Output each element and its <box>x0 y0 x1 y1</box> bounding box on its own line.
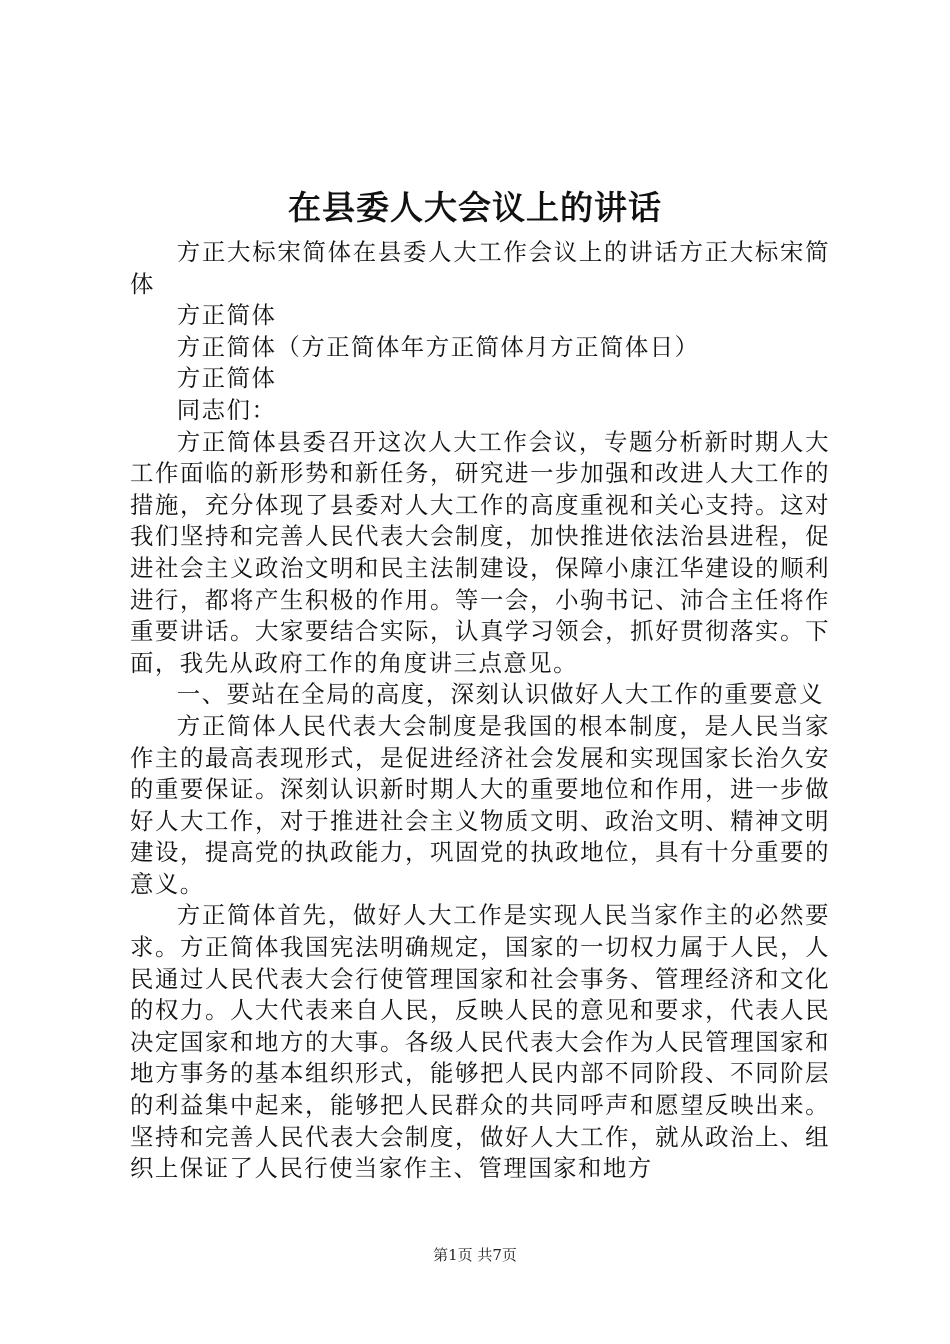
page-footer: 第1页 共7页 <box>433 1246 517 1264</box>
paragraph-intro: 方正简体县委召开这次人大工作会议，专题分析新时期人大工作面临的新形势和新任务，研究进一步加强和改进人大工作的措施，充分体现了县委对人大工作的高度重视和关心支持。这对我们坚持和完善人民代表大会制度，加快推进依法治县进程，促进社会主义政治文明和民主法制建设，保障小康江华建设的顺利进行，都将产生积极的作用。等一会，小驹书记、沛合主任将作重要讲话。大家要结合实际，认真学习领会，抓好贯彻落实。下面，我先从政府工作的角度讲三点意见。 <box>130 427 830 677</box>
paragraph-system-significance: 方正简体人民代表大会制度是我国的根本制度，是人民当家作主的最高表现形式，是促进经济社会发展和实现国家长治久安的重要保证。深刻认识新时期人大的重要地位和作用，进一步做好人大工作，对于推进社会主义物质文明、政治文明、精神文明建设，提高党的执政能力，巩固党的执政地位，具有十分重要的意义。 <box>130 711 830 898</box>
document-body <box>130 237 830 1185</box>
section-heading-1: 一、要站在全局的高度，深刻认识做好人大工作的重要意义 <box>176 680 824 709</box>
paragraph-salutation: 同志们： <box>176 395 277 424</box>
paragraph-author: 方正简体 <box>176 301 277 330</box>
paragraph-blank-line: 方正简体 <box>176 364 277 393</box>
paragraph-first-point: 方正简体首先，做好人大工作是实现人民当家作主的必然要求。方正简体我国宪法明确规定，国家的一切权力属于人民，人民通过人民代表大会行使管理国家和社会事务、管理经济和文化的权力。人大代表来自人民，反映人民的意见和要求，代表人民决定国家和地方的大事。各级人民代表大会作为人民管理国家和地方事务的基本组织形式，能够把人民内部不同阶段、不同阶层的利益集中起来，能够把人民群众的共同呼声和愿望反映出来。坚持和完善人民代表大会制度，做好人大工作，就从政治上、组织上保证了人民行使当家作主、管理国家和地方 <box>130 901 830 1183</box>
document-title: 在县委人大会议上的讲话 <box>288 188 662 227</box>
paragraph-heading-line: 方正大标宋简体在县委人大工作会议上的讲话方正大标宋简体 <box>130 238 830 298</box>
paragraph-date: 方正简体（方正简体年方正简体月方正简体日） <box>176 332 700 361</box>
